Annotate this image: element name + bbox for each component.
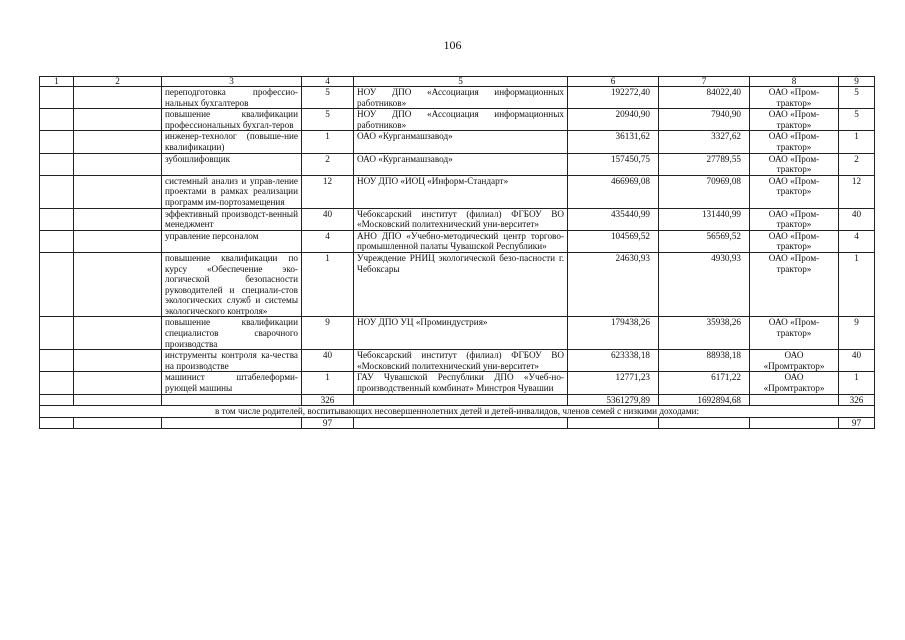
cell-col2 [74, 394, 162, 406]
cell-count: 1 [302, 372, 354, 394]
column-number: 7 [659, 77, 750, 87]
cell-institution: ОАО «Курганмашзавод» [354, 153, 568, 175]
cell-col1 [40, 175, 74, 208]
table-row [40, 230, 875, 252]
table-row [40, 87, 875, 109]
cell-program: эффективный производст-венный менеджмент [162, 208, 302, 230]
subtotal-row [40, 417, 875, 429]
cell-amount-part: 84022,40 [659, 87, 750, 109]
column-number: 1 [40, 77, 74, 87]
table-row [40, 153, 875, 175]
cell-count-final: 5 [839, 109, 875, 131]
table-row [40, 175, 875, 208]
cell-organization: ОАО «Пром-трактор» [750, 175, 839, 208]
cell-col1 [40, 153, 74, 175]
subtotal-count-final: 97 [839, 417, 875, 429]
cell-organization: ОАО «Пром-трактор» [750, 131, 839, 153]
cell-count-final: 12 [839, 175, 875, 208]
cell-count-final: 1 [839, 131, 875, 153]
cell-count: 5 [302, 109, 354, 131]
column-number: 9 [839, 77, 875, 87]
cell-count-final: 1 [839, 252, 875, 317]
cell-organization: ОАО «Промтрактор» [750, 372, 839, 394]
cell-amount-total: 466969,08 [568, 175, 659, 208]
cell-count-final: 2 [839, 153, 875, 175]
cell-program: повышение квалификации специалистов сварочного производства [162, 317, 302, 350]
cell-program: повышение квалификации по курсу «Обеспечение эко-логической безопасности руководителей и специали-стов экологических служб и системы экологического контроля» [162, 252, 302, 317]
total-amount: 5361279,89 [568, 394, 659, 406]
cell-institution: НОУ ДПО «Ассоциация информационных работников» [354, 87, 568, 109]
cell-amount-part: 131440,99 [659, 208, 750, 230]
cell-col1 [40, 87, 74, 109]
cell-col1 [40, 350, 74, 372]
cell-col1 [40, 230, 74, 252]
cell-organization [750, 417, 839, 429]
cell-col1 [40, 208, 74, 230]
cell-count: 2 [302, 153, 354, 175]
cell-col1 [40, 372, 74, 394]
cell-count: 1 [302, 131, 354, 153]
cell-organization: ОАО «Пром-трактор» [750, 317, 839, 350]
table-row [40, 109, 875, 131]
column-number: 2 [74, 77, 162, 87]
cell-institution: Чебоксарский институт (филиал) ФГБОУ ВО «Московский политехнический уни-верситет» [354, 208, 568, 230]
cell-amount-total: 623338,18 [568, 350, 659, 372]
cell-amount-part: 70969,08 [659, 175, 750, 208]
total-row [40, 394, 875, 406]
cell-col2 [74, 417, 162, 429]
cell-count-final: 4 [839, 230, 875, 252]
cell-institution: ОАО «Курганмашзавод» [354, 131, 568, 153]
table-row [40, 131, 875, 153]
cell-col2 [74, 350, 162, 372]
cell-count-final: 1 [839, 372, 875, 394]
cell-amount-total: 179438,26 [568, 317, 659, 350]
column-number-row [40, 77, 875, 87]
total-amount-part: 1692894,68 [659, 394, 750, 406]
cell-amount-part [659, 417, 750, 429]
cell-program: машинист штабелеформи-рующей машины [162, 372, 302, 394]
cell-col2 [74, 208, 162, 230]
cell-col1 [40, 252, 74, 317]
cell-col2 [74, 230, 162, 252]
table-body [40, 77, 875, 429]
cell-amount-part: 35938,26 [659, 317, 750, 350]
cell-amount-total [568, 417, 659, 429]
cell-amount-part: 7940,90 [659, 109, 750, 131]
cell-program [162, 417, 302, 429]
total-count: 326 [302, 394, 354, 406]
cell-institution [354, 394, 568, 406]
cell-institution: НОУ ДПО УЦ «Проминдустрия» [354, 317, 568, 350]
cell-program [162, 394, 302, 406]
cell-count-final: 40 [839, 350, 875, 372]
cell-amount-total: 157450,75 [568, 153, 659, 175]
cell-amount-total: 20940,90 [568, 109, 659, 131]
cell-program: повышение квалификации профессиональных бухгал-теров [162, 109, 302, 131]
cell-amount-part: 4930,93 [659, 252, 750, 317]
column-number: 4 [302, 77, 354, 87]
cell-organization: ОАО «Пром-трактор» [750, 87, 839, 109]
cell-organization: ОАО «Пром-трактор» [750, 208, 839, 230]
cell-amount-part: 88938,18 [659, 350, 750, 372]
cell-organization: ОАО «Пром-трактор» [750, 109, 839, 131]
column-number: 3 [162, 77, 302, 87]
page-number: 106 [443, 38, 462, 52]
cell-count: 1 [302, 252, 354, 317]
cell-count: 40 [302, 350, 354, 372]
cell-col1 [40, 109, 74, 131]
cell-institution: НОУ ДПО «Ассоциация информационных работников» [354, 109, 568, 131]
cell-amount-total: 12771,23 [568, 372, 659, 394]
cell-count: 9 [302, 317, 354, 350]
cell-col1 [40, 131, 74, 153]
cell-col2 [74, 87, 162, 109]
cell-amount-part: 3327,62 [659, 131, 750, 153]
cell-col2 [74, 372, 162, 394]
note-row [40, 406, 875, 418]
cell-amount-total: 24630,93 [568, 252, 659, 317]
cell-institution [354, 417, 568, 429]
cell-count-final: 9 [839, 317, 875, 350]
cell-col2 [74, 153, 162, 175]
cell-count: 12 [302, 175, 354, 208]
cell-amount-part: 56569,52 [659, 230, 750, 252]
cell-organization: ОАО «Промтрактор» [750, 350, 839, 372]
cell-amount-total: 36131,62 [568, 131, 659, 153]
document-table [39, 76, 875, 429]
cell-amount-total: 104569,52 [568, 230, 659, 252]
cell-col1 [40, 394, 74, 406]
cell-organization: ОАО «Пром-трактор» [750, 252, 839, 317]
cell-amount-total: 435440,99 [568, 208, 659, 230]
table-row [40, 252, 875, 317]
table-row [40, 317, 875, 350]
subtotal-count: 97 [302, 417, 354, 429]
cell-col1 [40, 317, 74, 350]
total-count-final: 326 [839, 394, 875, 406]
column-number: 8 [750, 77, 839, 87]
table-row [40, 350, 875, 372]
cell-amount-part: 27789,55 [659, 153, 750, 175]
note-text: в том числе родителей, воспитывающих несовершеннолетних детей и детей-инвалидов, членов семей с низкими доходами: [40, 406, 875, 418]
cell-col2 [74, 175, 162, 208]
cell-program: зубошлифовщик [162, 153, 302, 175]
cell-col2 [74, 252, 162, 317]
cell-count-final: 40 [839, 208, 875, 230]
cell-institution: ГАУ Чувашской Республики ДПО «Учеб-но-производственный комбинат» Минстроя Чувашии [354, 372, 568, 394]
cell-institution: АНО ДПО «Учебно-методический центр торгово-промышленной палаты Чувашской Республики» [354, 230, 568, 252]
cell-organization [750, 394, 839, 406]
column-number: 5 [354, 77, 568, 87]
cell-amount-part: 6171,22 [659, 372, 750, 394]
cell-program: системный анализ и управ-ление проектами в рамках реализации программ им-портозамещения [162, 175, 302, 208]
cell-program: управление персоналом [162, 230, 302, 252]
cell-program: переподготовка профессио-нальных бухгалтеров [162, 87, 302, 109]
cell-program: инструменты контроля ка-чества на производстве [162, 350, 302, 372]
cell-col2 [74, 131, 162, 153]
cell-institution: НОУ ДПО «ИОЦ «Информ-Стандарт» [354, 175, 568, 208]
cell-program: инженер-технолог (повыше-ние квалификации) [162, 131, 302, 153]
table-row [40, 208, 875, 230]
table-row [40, 372, 875, 394]
cell-count-final: 5 [839, 87, 875, 109]
cell-col2 [74, 317, 162, 350]
column-number: 6 [568, 77, 659, 87]
cell-col2 [74, 109, 162, 131]
cell-count: 40 [302, 208, 354, 230]
cell-col1 [40, 417, 74, 429]
cell-count: 4 [302, 230, 354, 252]
cell-organization: ОАО «Пром-трактор» [750, 230, 839, 252]
cell-institution: Чебоксарский институт (филиал) ФГБОУ ВО «Московский политехнический уни-верситет» [354, 350, 568, 372]
cell-count: 5 [302, 87, 354, 109]
cell-institution: Учреждение РНИЦ экологической безо-пасности г. Чебоксары [354, 252, 568, 317]
cell-amount-total: 192272,40 [568, 87, 659, 109]
cell-organization: ОАО «Пром-трактор» [750, 153, 839, 175]
